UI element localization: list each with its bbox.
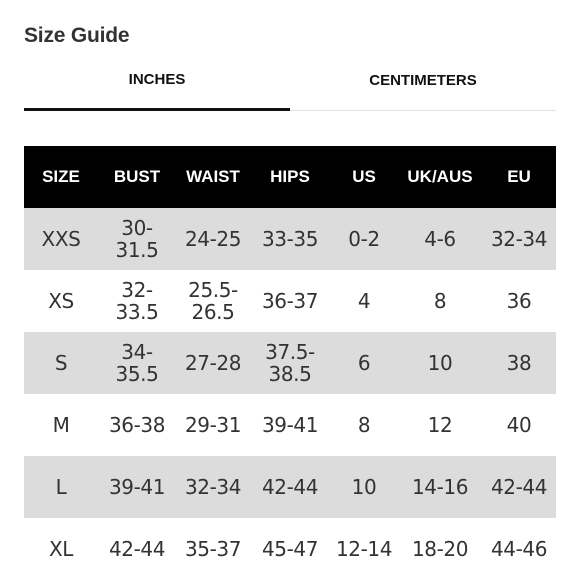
cell-bust [98,208,176,270]
header-bust: BUST [98,146,176,208]
header-waist: WAIST [176,146,250,208]
header-us: US [330,146,398,208]
table-row [24,208,556,270]
cell-bust [98,270,176,332]
cell-eu: 40 [482,394,556,456]
cell-bust-text: 30- 31.5 [115,216,159,262]
table-row [24,394,556,456]
cell-bust [98,332,176,394]
cell-waist-text: 25.5- 26.5 [188,278,238,324]
cell-hips [250,332,330,394]
cell-us: 6 [330,332,398,394]
cell-eu: 36 [482,270,556,332]
cell-eu: 38 [482,332,556,394]
cell-bust: 42-44 [98,518,176,580]
cell-uk-aus: 12 [398,394,482,456]
cell-us: 8 [330,394,398,456]
cell-waist: 24-25 [176,208,250,270]
table-header-row [24,146,556,208]
cell-size: M [24,394,98,456]
cell-waist: 35-37 [176,518,250,580]
cell-waist: 27-28 [176,332,250,394]
cell-uk-aus: 4-6 [398,208,482,270]
cell-hips: 39-41 [250,394,330,456]
cell-hips: 45-47 [250,518,330,580]
header-size: SIZE [24,146,98,208]
size-table [24,146,556,580]
cell-uk-aus: 8 [398,270,482,332]
cell-waist: 32-34 [176,456,250,518]
cell-hips: 33-35 [250,208,330,270]
cell-uk-aus: 14-16 [398,456,482,518]
table-row [24,270,556,332]
cell-uk-aus: 18-20 [398,518,482,580]
cell-hips: 36-37 [250,270,330,332]
cell-waist: 29-31 [176,394,250,456]
cell-eu: 32-34 [482,208,556,270]
cell-bust-text: 32- 33.5 [115,278,159,324]
header-hips: HIPS [250,146,330,208]
cell-size: XS [24,270,98,332]
unit-tabs [24,58,556,111]
tab-centimeters[interactable]: CENTIMETERS [369,71,477,89]
cell-us: 10 [330,456,398,518]
cell-bust: 36-38 [98,394,176,456]
cell-eu: 44-46 [482,518,556,580]
table-row [24,518,556,580]
cell-size: L [24,456,98,518]
cell-size: XXS [24,208,98,270]
cell-hips: 42-44 [250,456,330,518]
cell-us: 12-14 [330,518,398,580]
cell-size: S [24,332,98,394]
cell-us: 4 [330,270,398,332]
cell-bust: 39-41 [98,456,176,518]
tab-inches[interactable]: INCHES [24,58,290,111]
cell-us: 0-2 [330,208,398,270]
size-guide-title: Size Guide [24,24,130,47]
cell-waist [176,270,250,332]
header-uk-aus: UK/AUS [398,146,482,208]
table-row [24,456,556,518]
cell-eu: 42-44 [482,456,556,518]
cell-bust-text: 34- 35.5 [115,340,159,386]
header-eu: EU [482,146,556,208]
table-row [24,332,556,394]
cell-size: XL [24,518,98,580]
cell-hips-text: 37.5- 38.5 [265,340,315,386]
cell-uk-aus: 10 [398,332,482,394]
